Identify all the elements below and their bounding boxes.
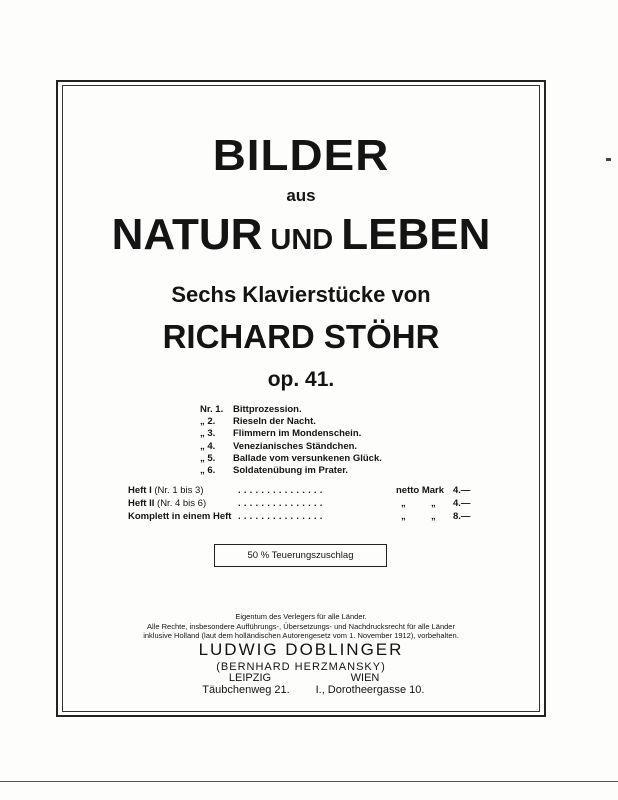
title-leben: LEBEN: [341, 210, 491, 259]
rights-line-1: Eigentum des Verlegers für alle Länder.: [235, 612, 367, 621]
address-leipzig: Täubchenweg 21.: [202, 684, 290, 696]
city-wien: WIEN: [350, 672, 380, 684]
publisher-subname: (BERNHARD HERZMANSKY): [216, 661, 386, 673]
title-natur-und-leben: [62, 208, 540, 267]
edge-mark: [606, 158, 611, 161]
title-bilder: BILDER: [212, 131, 390, 180]
rights-line-3: inklusive Holland (laut dem holländischen Autorengesetz vom 1. November 1912), vorbehalten.: [143, 631, 459, 640]
leader-dots: ...............: [238, 498, 326, 509]
rights-line-2: Alle Rechte, insbesondere Aufführungs-, Übersetzungs- und Nachdrucksrecht für alle Länder: [147, 622, 455, 631]
address-wien: I., Dorotheergasse 10.: [315, 684, 425, 696]
list-item: „ 5. Ballade vom versunkenen Glück.: [200, 452, 382, 464]
price-row-komplett: Komplett in einem Heft ............... „ „ 8.—: [128, 511, 471, 522]
list-item: „ 6. Soldatenübung im Prater.: [200, 465, 349, 477]
surcharge-box: 50 % Teuerungszuschlag: [214, 544, 387, 567]
title-und: UND: [270, 224, 334, 256]
price-amount: 8.—: [453, 511, 471, 522]
city-leipzig: LEIPZIG: [228, 672, 272, 684]
subtitle: Sechs Klavierstücke von: [171, 282, 431, 307]
leader-dots: ...............: [238, 511, 326, 522]
opus-number: op. 41.: [267, 368, 335, 391]
page-edge-line: [0, 781, 618, 782]
ditto-mark: „: [431, 511, 436, 522]
list-item: „ 4. Venezianisches Ständchen.: [200, 440, 358, 452]
list-item: „ 2. Rieseln der Nacht.: [200, 416, 316, 428]
ditto-mark: „: [401, 498, 406, 509]
price-currency: netto Mark: [396, 485, 445, 496]
composer-name: RICHARD STÖHR: [162, 318, 440, 355]
price-row-heft-2: Heft II (Nr. 4 bis 6) ............... „ „ 4.—: [128, 498, 471, 509]
ditto-mark: „: [401, 511, 406, 522]
title-natur: NATUR: [111, 210, 263, 259]
publisher-name: LUDWIG DOBLINGER: [198, 640, 404, 659]
list-item: „ 3. Flimmern im Mondenschein.: [200, 428, 362, 440]
leader-dots: ...............: [238, 485, 326, 496]
pieces-list: [200, 404, 382, 477]
price-amount: 4.—: [453, 485, 471, 496]
title-aus: aus: [286, 186, 316, 205]
ditto-mark: „: [431, 498, 436, 509]
list-item: Nr. 1. Bittprozession.: [200, 404, 302, 415]
price-amount: 4.—: [453, 498, 471, 509]
price-row-heft-1: Heft I (Nr. 1 bis 3) ............... netto Mark 4.—: [128, 485, 471, 496]
